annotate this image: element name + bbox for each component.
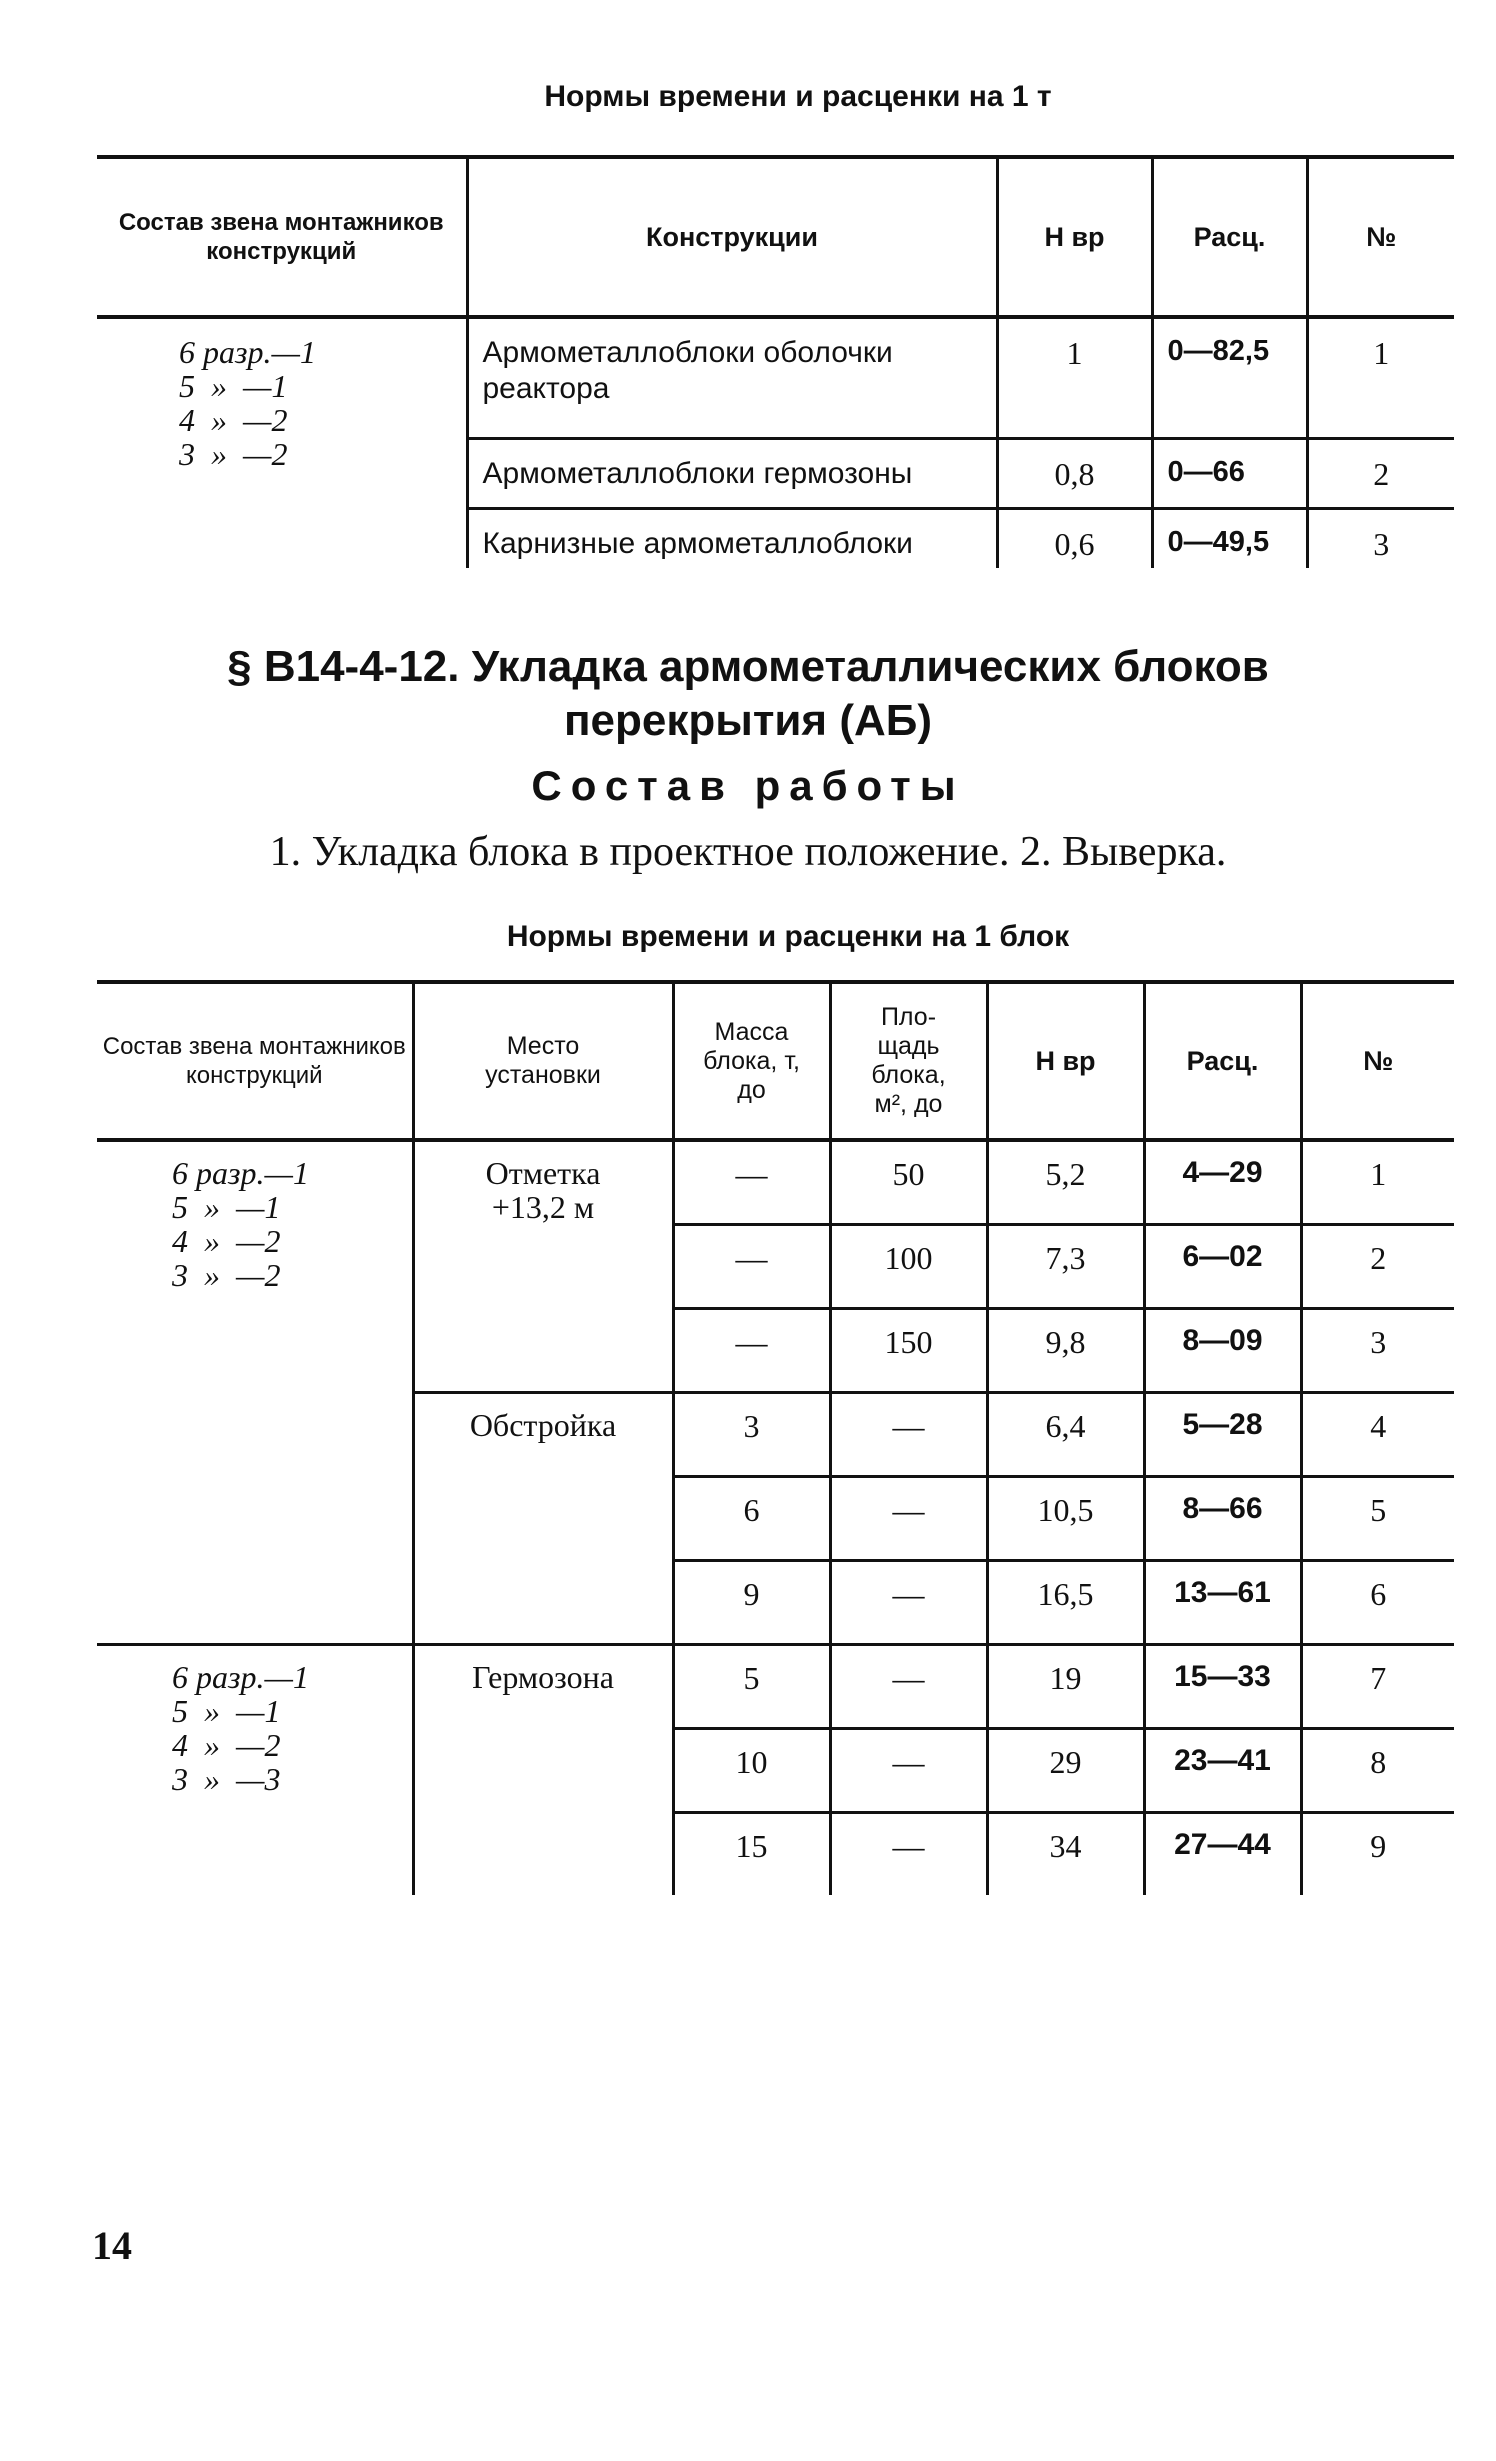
nvr-cell: 7,3 bbox=[987, 1225, 1144, 1309]
crew-line: 5 » —1 bbox=[172, 1693, 281, 1729]
rate-cell: 4—29 bbox=[1144, 1140, 1301, 1225]
nvr-cell: 6,4 bbox=[987, 1393, 1144, 1477]
place-line: Отметка bbox=[485, 1155, 601, 1191]
nvr-cell: 1 bbox=[997, 317, 1152, 438]
nvr-cell: 16,5 bbox=[987, 1561, 1144, 1645]
rate-cell: 23—41 bbox=[1144, 1729, 1301, 1813]
area-cell: — bbox=[830, 1477, 987, 1561]
construction-cell: Карнизные армометаллоблоки bbox=[467, 508, 997, 568]
area-cell: 100 bbox=[830, 1225, 987, 1309]
nvr-cell: 5,2 bbox=[987, 1140, 1144, 1225]
header-mass: Масса блока, т, до bbox=[673, 982, 830, 1140]
crew-line: 3 » —2 bbox=[179, 436, 288, 472]
header-num: № bbox=[1301, 982, 1454, 1140]
nvr-cell: 19 bbox=[987, 1645, 1144, 1729]
crew-composition bbox=[97, 1140, 413, 1645]
place-cell: Гермозона bbox=[413, 1645, 673, 1896]
mass-cell: 10 bbox=[673, 1729, 830, 1813]
mass-cell: 3 bbox=[673, 1393, 830, 1477]
area-cell: — bbox=[830, 1645, 987, 1729]
crew-line: 5 » —1 bbox=[172, 1189, 281, 1225]
section-title bbox=[0, 640, 1496, 748]
area-cell: — bbox=[830, 1813, 987, 1896]
header-place: Место установки bbox=[413, 982, 673, 1140]
table1-title: Нормы времени и расценки на 1 т bbox=[544, 80, 1052, 113]
num-cell: 2 bbox=[1301, 1225, 1454, 1309]
num-cell: 9 bbox=[1370, 1828, 1387, 1864]
work-heading: Состав работы bbox=[531, 762, 965, 809]
num-cell: 4 bbox=[1301, 1393, 1454, 1477]
num-cell: 1 bbox=[1307, 317, 1454, 438]
mass-cell: — bbox=[673, 1140, 830, 1225]
area-cell: — bbox=[830, 1561, 987, 1645]
rate-cell: 6—02 bbox=[1144, 1225, 1301, 1309]
mass-cell: 9 bbox=[673, 1561, 830, 1645]
crew-line: 6 разр.—1 bbox=[172, 1155, 309, 1191]
area-cell: 50 bbox=[830, 1140, 987, 1225]
crew-line: 6 разр.—1 bbox=[179, 334, 316, 370]
nvr-cell: 9,8 bbox=[987, 1309, 1144, 1393]
rate-cell: 27—44 bbox=[1144, 1813, 1301, 1896]
place-line: +13,2 м bbox=[491, 1189, 595, 1225]
area-cell: — bbox=[830, 1393, 987, 1477]
header-crew: Состав звена монтажников конструкций bbox=[97, 982, 413, 1140]
nvr-cell: 34 bbox=[987, 1813, 1144, 1896]
header-crew: Состав звена монтажников конструкций bbox=[97, 157, 467, 317]
mass-cell: 5 bbox=[673, 1645, 830, 1729]
num-cell: 3 bbox=[1373, 525, 1390, 562]
crew-line: 4 » —2 bbox=[172, 1727, 281, 1763]
rate-cell: 13—61 bbox=[1144, 1561, 1301, 1645]
num-cell: 8 bbox=[1301, 1729, 1454, 1813]
rate-cell: 0—49,5 bbox=[1152, 508, 1307, 568]
section-title-line: перекрытия (АБ) bbox=[563, 696, 933, 745]
section-title-line: § В14-4-12. Укладка армометаллических блоков bbox=[227, 642, 1269, 691]
nvr-cell: 0,6 bbox=[997, 508, 1152, 568]
norms-table-per-block bbox=[97, 980, 1454, 1895]
place-cell: Обстройка bbox=[413, 1393, 673, 1645]
nvr-cell: 10,5 bbox=[987, 1477, 1144, 1561]
crew-line: 3 » —2 bbox=[172, 1257, 281, 1293]
crew-line: 5 » —1 bbox=[179, 368, 288, 404]
header-construction: Конструкции bbox=[467, 157, 997, 317]
header-num: № bbox=[1307, 157, 1454, 317]
construction-cell: Армометаллоблоки гермозоны bbox=[467, 438, 997, 508]
crew-composition bbox=[97, 1645, 413, 1896]
nvr-cell: 29 bbox=[987, 1729, 1144, 1813]
rate-cell: 5—28 bbox=[1144, 1393, 1301, 1477]
header-rate: Расц. bbox=[1144, 982, 1301, 1140]
rate-cell: 8—66 bbox=[1144, 1477, 1301, 1561]
rate-cell: 15—33 bbox=[1144, 1645, 1301, 1729]
mass-cell: 15 bbox=[673, 1813, 830, 1896]
mass-cell: — bbox=[673, 1225, 830, 1309]
mass-cell: — bbox=[673, 1309, 830, 1393]
header-rate: Расц. bbox=[1152, 157, 1307, 317]
crew-composition bbox=[97, 317, 467, 568]
header-nvr: Н вр bbox=[987, 982, 1144, 1140]
area-cell: 150 bbox=[830, 1309, 987, 1393]
rate-cell: 0—66 bbox=[1152, 438, 1307, 508]
num-cell: 7 bbox=[1301, 1645, 1454, 1729]
num-cell: 3 bbox=[1301, 1309, 1454, 1393]
rate-cell: 8—09 bbox=[1144, 1309, 1301, 1393]
header-nvr: Н вр bbox=[997, 157, 1152, 317]
crew-line: 6 разр.—1 bbox=[172, 1659, 309, 1695]
mass-cell: 6 bbox=[673, 1477, 830, 1561]
page-number: 14 bbox=[92, 2223, 132, 2268]
rate-cell: 0—82,5 bbox=[1152, 317, 1307, 438]
crew-line: 4 » —2 bbox=[179, 402, 288, 438]
num-cell: 2 bbox=[1307, 438, 1454, 508]
area-cell: — bbox=[830, 1729, 987, 1813]
num-cell: 1 bbox=[1301, 1140, 1454, 1225]
nvr-cell: 0,8 bbox=[997, 438, 1152, 508]
num-cell: 6 bbox=[1301, 1561, 1454, 1645]
table2-title: Нормы времени и расценки на 1 блок bbox=[506, 920, 1070, 953]
num-cell: 5 bbox=[1301, 1477, 1454, 1561]
construction-cell: Армометаллоблоки оболочки реактора bbox=[467, 317, 997, 438]
work-text: 1. Укладка блока в проектное положение. 2. Выверка. bbox=[269, 829, 1227, 875]
header-area: Пло-щадь блока, м², до bbox=[830, 982, 987, 1140]
crew-line: 4 » —2 bbox=[172, 1223, 281, 1259]
norms-table-per-ton bbox=[97, 155, 1454, 568]
crew-line: 3 » —3 bbox=[172, 1761, 281, 1797]
place-cell bbox=[413, 1140, 673, 1393]
